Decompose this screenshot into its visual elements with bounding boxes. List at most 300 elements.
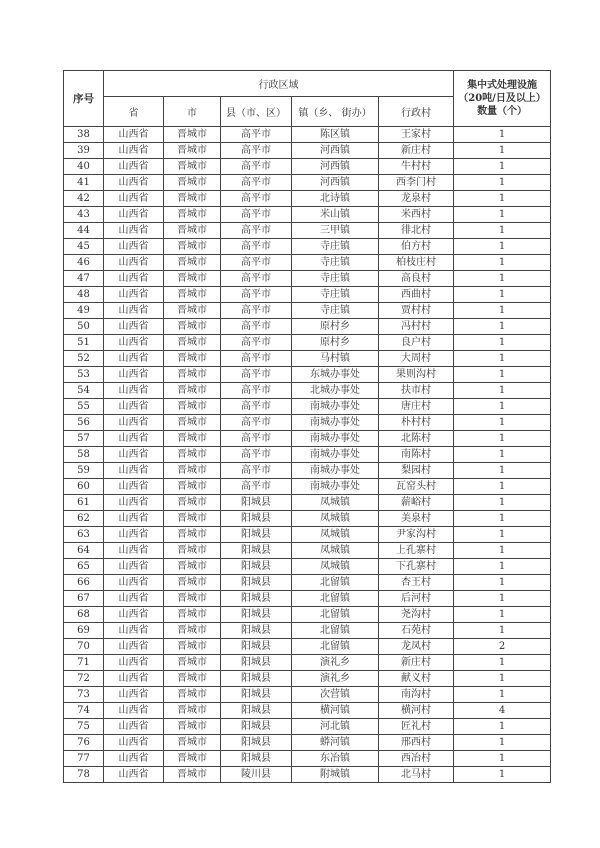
village-cell: 扶市村 [379, 383, 454, 399]
table-row [64, 367, 551, 383]
count-cell: 1 [454, 191, 551, 207]
county-cell: 高平市 [221, 271, 292, 287]
county-cell: 阳城县 [221, 607, 292, 623]
table-row [64, 687, 551, 703]
seq-cell: 54 [64, 383, 104, 399]
header-count-line2: （20吨/日及以上） [458, 93, 546, 104]
town-cell: 陈区镇 [292, 127, 379, 143]
seq-cell: 52 [64, 351, 104, 367]
town-cell: 南城办事处 [292, 463, 379, 479]
province-cell: 山西省 [104, 239, 164, 255]
seq-cell: 49 [64, 303, 104, 319]
village-cell: 良户村 [379, 335, 454, 351]
town-cell: 演礼乡 [292, 671, 379, 687]
province-cell: 山西省 [104, 367, 164, 383]
village-cell: 南沟村 [379, 687, 454, 703]
province-cell: 山西省 [104, 639, 164, 655]
city-cell: 晋城市 [164, 543, 221, 559]
count-cell: 1 [454, 159, 551, 175]
province-cell: 山西省 [104, 287, 164, 303]
count-cell: 1 [454, 239, 551, 255]
seq-cell: 64 [64, 543, 104, 559]
city-cell: 晋城市 [164, 159, 221, 175]
count-cell: 4 [454, 703, 551, 719]
city-cell: 晋城市 [164, 431, 221, 447]
town-cell: 原村乡 [292, 319, 379, 335]
seq-cell: 56 [64, 415, 104, 431]
town-cell: 北留镇 [292, 607, 379, 623]
seq-cell: 61 [64, 495, 104, 511]
town-cell: 北留镇 [292, 591, 379, 607]
county-cell: 高平市 [221, 447, 292, 463]
province-cell: 山西省 [104, 751, 164, 767]
town-cell: 马村镇 [292, 351, 379, 367]
seq-cell: 77 [64, 751, 104, 767]
county-cell: 阳城县 [221, 703, 292, 719]
county-cell: 高平市 [221, 303, 292, 319]
count-cell: 1 [454, 367, 551, 383]
town-cell: 寺庄镇 [292, 303, 379, 319]
city-cell: 晋城市 [164, 239, 221, 255]
town-cell: 蟒河镇 [292, 735, 379, 751]
village-cell: 米西村 [379, 207, 454, 223]
table-row [64, 239, 551, 255]
village-cell: 南陈村 [379, 447, 454, 463]
town-cell: 河西镇 [292, 143, 379, 159]
table-row [64, 383, 551, 399]
count-cell: 1 [454, 271, 551, 287]
facility-table [63, 70, 551, 783]
village-cell: 北陈村 [379, 431, 454, 447]
table-row [64, 271, 551, 287]
village-cell: 冯村村 [379, 319, 454, 335]
city-cell: 晋城市 [164, 127, 221, 143]
city-cell: 晋城市 [164, 191, 221, 207]
county-cell: 阳城县 [221, 559, 292, 575]
count-cell: 1 [454, 223, 551, 239]
city-cell: 晋城市 [164, 687, 221, 703]
province-cell: 山西省 [104, 543, 164, 559]
county-cell: 高平市 [221, 191, 292, 207]
table-row [64, 543, 551, 559]
county-cell: 高平市 [221, 335, 292, 351]
county-cell: 高平市 [221, 399, 292, 415]
table-row [64, 191, 551, 207]
village-cell: 上孔寨村 [379, 543, 454, 559]
table-row [64, 575, 551, 591]
province-cell: 山西省 [104, 351, 164, 367]
table-row [64, 767, 551, 783]
town-cell: 凤城镇 [292, 543, 379, 559]
province-cell: 山西省 [104, 527, 164, 543]
village-cell: 果则沟村 [379, 367, 454, 383]
province-cell: 山西省 [104, 415, 164, 431]
city-cell: 晋城市 [164, 719, 221, 735]
county-cell: 高平市 [221, 239, 292, 255]
county-cell: 阳城县 [221, 655, 292, 671]
village-cell: 朴村村 [379, 415, 454, 431]
province-cell: 山西省 [104, 335, 164, 351]
city-cell: 晋城市 [164, 143, 221, 159]
village-cell: 北马村 [379, 767, 454, 783]
count-cell: 1 [454, 303, 551, 319]
count-cell: 1 [454, 335, 551, 351]
seq-cell: 40 [64, 159, 104, 175]
table-row [64, 399, 551, 415]
city-cell: 晋城市 [164, 463, 221, 479]
count-cell: 1 [454, 127, 551, 143]
table-row [64, 415, 551, 431]
county-cell: 高平市 [221, 223, 292, 239]
province-cell: 山西省 [104, 703, 164, 719]
county-cell: 高平市 [221, 479, 292, 495]
province-cell: 山西省 [104, 271, 164, 287]
count-cell: 1 [454, 463, 551, 479]
table-row [64, 351, 551, 367]
count-cell: 1 [454, 559, 551, 575]
county-cell: 高平市 [221, 415, 292, 431]
town-cell: 北留镇 [292, 575, 379, 591]
header-count [454, 71, 551, 127]
county-cell: 阳城县 [221, 495, 292, 511]
table-row [64, 655, 551, 671]
town-cell: 北城办事处 [292, 383, 379, 399]
city-cell: 晋城市 [164, 383, 221, 399]
town-cell: 米山镇 [292, 207, 379, 223]
city-cell: 晋城市 [164, 447, 221, 463]
county-cell: 高平市 [221, 175, 292, 191]
count-cell: 1 [454, 431, 551, 447]
count-cell: 1 [454, 671, 551, 687]
village-cell: 西冶村 [379, 751, 454, 767]
table-row [64, 639, 551, 655]
city-cell: 晋城市 [164, 751, 221, 767]
count-cell: 1 [454, 623, 551, 639]
city-cell: 晋城市 [164, 607, 221, 623]
county-cell: 高平市 [221, 143, 292, 159]
city-cell: 晋城市 [164, 319, 221, 335]
seq-cell: 55 [64, 399, 104, 415]
table-row [64, 335, 551, 351]
table-row [64, 463, 551, 479]
seq-cell: 63 [64, 527, 104, 543]
city-cell: 晋城市 [164, 511, 221, 527]
town-cell: 南城办事处 [292, 399, 379, 415]
seq-cell: 44 [64, 223, 104, 239]
village-cell: 高良村 [379, 271, 454, 287]
town-cell: 南城办事处 [292, 431, 379, 447]
header-count-line1: 集中式处理设施 [467, 80, 538, 91]
county-cell: 阳城县 [221, 623, 292, 639]
village-cell: 石苑村 [379, 623, 454, 639]
count-cell: 1 [454, 415, 551, 431]
town-cell: 横河镇 [292, 703, 379, 719]
city-cell: 晋城市 [164, 335, 221, 351]
table-row [64, 607, 551, 623]
province-cell: 山西省 [104, 399, 164, 415]
seq-cell: 70 [64, 639, 104, 655]
village-cell: 匠礼村 [379, 719, 454, 735]
table-row [64, 479, 551, 495]
province-cell: 山西省 [104, 207, 164, 223]
province-cell: 山西省 [104, 687, 164, 703]
seq-cell: 66 [64, 575, 104, 591]
count-cell: 1 [454, 687, 551, 703]
table-row [64, 495, 551, 511]
table-row [64, 703, 551, 719]
town-cell: 东城办事处 [292, 367, 379, 383]
seq-cell: 47 [64, 271, 104, 287]
county-cell: 阳城县 [221, 543, 292, 559]
province-cell: 山西省 [104, 479, 164, 495]
header-seq: 序号 [64, 71, 104, 127]
city-cell: 晋城市 [164, 479, 221, 495]
village-cell: 新庄村 [379, 143, 454, 159]
count-cell: 1 [454, 351, 551, 367]
village-cell: 大周村 [379, 351, 454, 367]
table-row [64, 287, 551, 303]
county-cell: 阳城县 [221, 575, 292, 591]
town-cell: 东冶镇 [292, 751, 379, 767]
city-cell: 晋城市 [164, 207, 221, 223]
province-cell: 山西省 [104, 735, 164, 751]
seq-cell: 73 [64, 687, 104, 703]
town-cell: 演礼乡 [292, 655, 379, 671]
seq-cell: 43 [64, 207, 104, 223]
town-cell: 河西镇 [292, 159, 379, 175]
table-row [64, 143, 551, 159]
seq-cell: 68 [64, 607, 104, 623]
table-row [64, 751, 551, 767]
province-cell: 山西省 [104, 303, 164, 319]
province-cell: 山西省 [104, 447, 164, 463]
header-city: 市 [164, 97, 221, 127]
seq-cell: 42 [64, 191, 104, 207]
town-cell: 南城办事处 [292, 415, 379, 431]
seq-cell: 78 [64, 767, 104, 783]
seq-cell: 45 [64, 239, 104, 255]
table-body [64, 127, 551, 783]
province-cell: 山西省 [104, 255, 164, 271]
town-cell: 凤城镇 [292, 527, 379, 543]
count-cell: 1 [454, 767, 551, 783]
seq-cell: 53 [64, 367, 104, 383]
town-cell: 河西镇 [292, 175, 379, 191]
count-cell: 1 [454, 287, 551, 303]
town-cell: 北留镇 [292, 639, 379, 655]
table-row [64, 527, 551, 543]
header-province: 省 [104, 97, 164, 127]
city-cell: 晋城市 [164, 495, 221, 511]
province-cell: 山西省 [104, 175, 164, 191]
province-cell: 山西省 [104, 319, 164, 335]
county-cell: 阳城县 [221, 687, 292, 703]
town-cell: 凤城镇 [292, 495, 379, 511]
village-cell: 唐庄村 [379, 399, 454, 415]
city-cell: 晋城市 [164, 639, 221, 655]
village-cell: 后河村 [379, 591, 454, 607]
city-cell: 晋城市 [164, 559, 221, 575]
city-cell: 晋城市 [164, 591, 221, 607]
table-row [64, 623, 551, 639]
city-cell: 晋城市 [164, 767, 221, 783]
county-cell: 高平市 [221, 319, 292, 335]
city-cell: 晋城市 [164, 287, 221, 303]
city-cell: 晋城市 [164, 655, 221, 671]
seq-cell: 48 [64, 287, 104, 303]
county-cell: 高平市 [221, 287, 292, 303]
village-cell: 杏王村 [379, 575, 454, 591]
table-row [64, 255, 551, 271]
count-cell: 1 [454, 527, 551, 543]
city-cell: 晋城市 [164, 735, 221, 751]
table-row [64, 159, 551, 175]
county-cell: 高平市 [221, 159, 292, 175]
seq-cell: 65 [64, 559, 104, 575]
city-cell: 晋城市 [164, 703, 221, 719]
count-cell: 1 [454, 735, 551, 751]
town-cell: 南城办事处 [292, 447, 379, 463]
province-cell: 山西省 [104, 671, 164, 687]
table-row [64, 591, 551, 607]
town-cell: 寺庄镇 [292, 271, 379, 287]
count-cell: 1 [454, 399, 551, 415]
village-cell: 邢西村 [379, 735, 454, 751]
table-row [64, 303, 551, 319]
village-cell: 龙泉村 [379, 191, 454, 207]
town-cell: 凤城镇 [292, 559, 379, 575]
count-cell: 1 [454, 655, 551, 671]
city-cell: 晋城市 [164, 223, 221, 239]
count-cell: 1 [454, 543, 551, 559]
village-cell: 薪峪村 [379, 495, 454, 511]
town-cell: 寺庄镇 [292, 239, 379, 255]
city-cell: 晋城市 [164, 671, 221, 687]
count-cell: 1 [454, 447, 551, 463]
city-cell: 晋城市 [164, 351, 221, 367]
village-cell: 尧沟村 [379, 607, 454, 623]
city-cell: 晋城市 [164, 175, 221, 191]
table-row [64, 719, 551, 735]
town-cell: 凤城镇 [292, 511, 379, 527]
city-cell: 晋城市 [164, 271, 221, 287]
seq-cell: 39 [64, 143, 104, 159]
header-county: 县（市、区） [221, 97, 292, 127]
village-cell: 王家村 [379, 127, 454, 143]
seq-cell: 60 [64, 479, 104, 495]
province-cell: 山西省 [104, 463, 164, 479]
city-cell: 晋城市 [164, 399, 221, 415]
town-cell: 次营镇 [292, 687, 379, 703]
seq-cell: 62 [64, 511, 104, 527]
county-cell: 阳城县 [221, 591, 292, 607]
village-cell: 徘北村 [379, 223, 454, 239]
province-cell: 山西省 [104, 767, 164, 783]
count-cell: 1 [454, 255, 551, 271]
city-cell: 晋城市 [164, 575, 221, 591]
count-cell: 2 [454, 639, 551, 655]
province-cell: 山西省 [104, 591, 164, 607]
village-cell: 献义村 [379, 671, 454, 687]
count-cell: 1 [454, 495, 551, 511]
village-cell: 瓦窑头村 [379, 479, 454, 495]
town-cell: 原村乡 [292, 335, 379, 351]
seq-cell: 71 [64, 655, 104, 671]
village-cell: 横河村 [379, 703, 454, 719]
seq-cell: 51 [64, 335, 104, 351]
town-cell: 河北镇 [292, 719, 379, 735]
province-cell: 山西省 [104, 223, 164, 239]
county-cell: 阳城县 [221, 735, 292, 751]
count-cell: 1 [454, 479, 551, 495]
seq-cell: 58 [64, 447, 104, 463]
count-cell: 1 [454, 175, 551, 191]
table-row [64, 223, 551, 239]
county-cell: 高平市 [221, 255, 292, 271]
town-cell: 寺庄镇 [292, 255, 379, 271]
count-cell: 1 [454, 607, 551, 623]
table-row [64, 127, 551, 143]
county-cell: 高平市 [221, 351, 292, 367]
seq-cell: 67 [64, 591, 104, 607]
town-cell: 南城办事处 [292, 479, 379, 495]
seq-cell: 59 [64, 463, 104, 479]
village-cell: 西曲村 [379, 287, 454, 303]
city-cell: 晋城市 [164, 415, 221, 431]
header-region: 行政区域 [104, 71, 454, 97]
county-cell: 阳城县 [221, 527, 292, 543]
village-cell: 下孔寨村 [379, 559, 454, 575]
village-cell: 龙凤村 [379, 639, 454, 655]
province-cell: 山西省 [104, 127, 164, 143]
city-cell: 晋城市 [164, 303, 221, 319]
county-cell: 高平市 [221, 127, 292, 143]
seq-cell: 69 [64, 623, 104, 639]
county-cell: 阳城县 [221, 751, 292, 767]
table-row [64, 431, 551, 447]
count-cell: 1 [454, 383, 551, 399]
county-cell: 高平市 [221, 367, 292, 383]
town-cell: 北留镇 [292, 623, 379, 639]
header-village: 行政村 [379, 97, 454, 127]
seq-cell: 72 [64, 671, 104, 687]
seq-cell: 41 [64, 175, 104, 191]
table-row [64, 735, 551, 751]
table-row [64, 447, 551, 463]
seq-cell: 76 [64, 735, 104, 751]
village-cell: 柏枝庄村 [379, 255, 454, 271]
header-count-line3: 数量（个） [477, 106, 528, 117]
count-cell: 1 [454, 143, 551, 159]
city-cell: 晋城市 [164, 367, 221, 383]
seq-cell: 38 [64, 127, 104, 143]
count-cell: 1 [454, 591, 551, 607]
city-cell: 晋城市 [164, 623, 221, 639]
province-cell: 山西省 [104, 575, 164, 591]
province-cell: 山西省 [104, 607, 164, 623]
province-cell: 山西省 [104, 623, 164, 639]
count-cell: 1 [454, 511, 551, 527]
village-cell: 新庄村 [379, 655, 454, 671]
county-cell: 阳城县 [221, 511, 292, 527]
village-cell: 美泉村 [379, 511, 454, 527]
village-cell: 贾村村 [379, 303, 454, 319]
count-cell: 1 [454, 719, 551, 735]
city-cell: 晋城市 [164, 255, 221, 271]
county-cell: 阳城县 [221, 671, 292, 687]
count-cell: 1 [454, 751, 551, 767]
village-cell: 梨园村 [379, 463, 454, 479]
